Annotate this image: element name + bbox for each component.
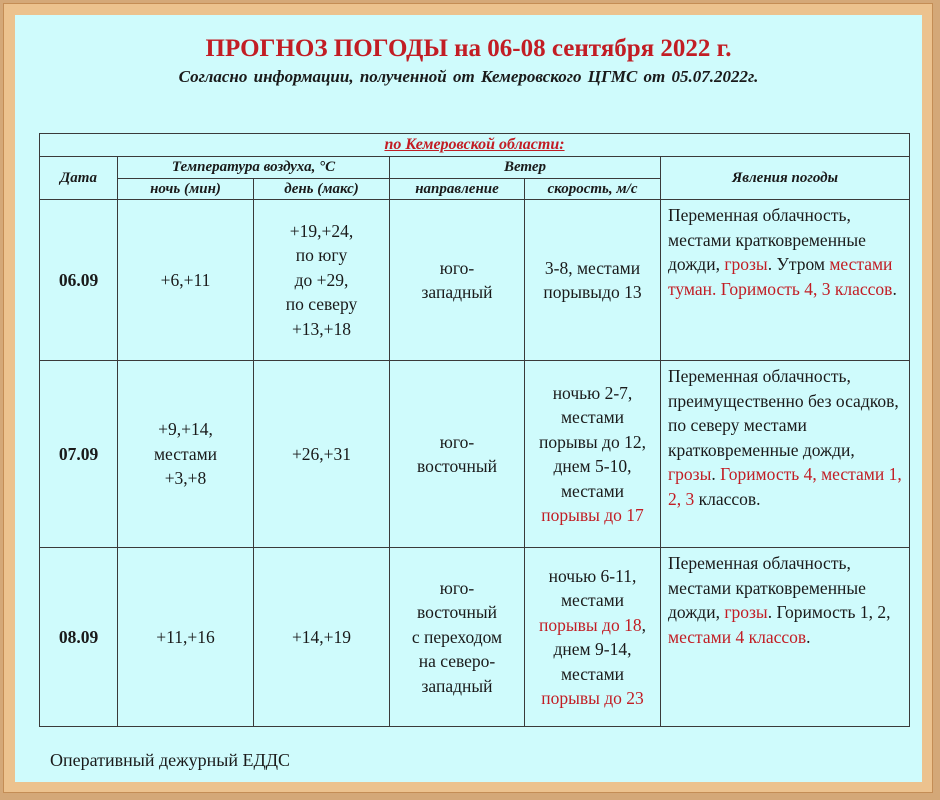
date-cell: 08.09 bbox=[40, 548, 118, 727]
date-cell: 06.09 bbox=[40, 200, 118, 361]
wind-direction-line: на северо- bbox=[418, 651, 496, 672]
day-temp-cell bbox=[254, 200, 390, 361]
night-temp-line: +6,+11 bbox=[160, 269, 211, 290]
day-temp-line: +13,+18 bbox=[291, 318, 352, 339]
wind-speed-cell bbox=[525, 361, 661, 548]
forecast-row bbox=[40, 361, 910, 548]
night-temp-line: +11,+16 bbox=[156, 626, 215, 647]
phenomena-header: Явления погоды bbox=[661, 157, 910, 200]
wind-speed-text: до 13 bbox=[602, 282, 642, 302]
wind-speed-cell bbox=[525, 200, 661, 361]
wind-header: Ветер bbox=[390, 157, 661, 179]
wind-speed-highlight: порывы до 18 bbox=[539, 614, 642, 635]
wind-speed-highlight: порывы до 23 bbox=[541, 688, 644, 708]
wind-speed-cell bbox=[525, 548, 661, 727]
phenomena-highlight: грозы bbox=[724, 602, 768, 622]
night-temp-cell bbox=[118, 548, 254, 727]
day-temp-line: +14,+19 bbox=[291, 626, 352, 647]
day-temp-line: по югу bbox=[295, 245, 348, 266]
night-header: ночь (мин) bbox=[118, 179, 254, 200]
wind-direction-line: юго- bbox=[439, 257, 475, 278]
phenomena-highlight: местами туман. Горимость 4, 3 классов bbox=[668, 254, 893, 299]
phenomena-text: классов. bbox=[694, 488, 761, 509]
forecast-title: ПРОГНОЗ ПОГОДЫ на 06-08 сентября 2022 г. bbox=[205, 35, 732, 62]
night-temp-cell bbox=[118, 200, 254, 361]
footer-signature: Оперативный дежурный ЕДДС bbox=[50, 750, 291, 770]
phenomena-text: . bbox=[806, 626, 811, 647]
phenomena-highlight: грозы bbox=[724, 254, 768, 274]
wind-speed-text: , днем 9-14, местами bbox=[553, 614, 646, 684]
wind-speed-highlight: порывы до 17 bbox=[541, 505, 644, 525]
phenomena-highlight: грозы bbox=[668, 464, 712, 484]
night-temp-line: +3,+8 bbox=[164, 468, 207, 489]
phenomena-text: . bbox=[892, 278, 897, 299]
phenomena-highlight: местами 4 классов bbox=[668, 626, 807, 647]
temperature-header: Температура воздуха, °С bbox=[118, 157, 390, 179]
wind-direction-line: с переходом bbox=[411, 626, 503, 647]
night-temp-cell bbox=[118, 361, 254, 548]
date-cell: 07.09 bbox=[40, 361, 118, 548]
date-header: Дата bbox=[40, 157, 118, 200]
day-temp-line: +19,+24, bbox=[289, 220, 354, 241]
forecast-subtitle: Согласно информации, полученной от Кемеровского ЦГМС от 05.07.2022г. bbox=[178, 67, 759, 86]
night-temp-line: местами bbox=[153, 443, 218, 464]
wind-direction-line: юго- bbox=[439, 431, 475, 452]
day-header: день (макс) bbox=[254, 179, 390, 200]
phenomena-text: Переменная облачность, преимущественно без осадков, по северу местами кратковременные дожди, bbox=[668, 366, 899, 460]
phenomena-cell bbox=[661, 361, 910, 548]
day-temp-line: до +29, bbox=[294, 269, 349, 290]
phenomena-highlight: Горимость 4, местами 1, 2, 3 bbox=[668, 464, 902, 509]
wind-speed-text: ночью 2-7, местами порывы до 12, днем 5-10, местами bbox=[539, 382, 646, 501]
wind-direction-cell bbox=[390, 548, 525, 727]
forecast-row bbox=[40, 548, 910, 727]
speed-header: скорость, м/с bbox=[525, 179, 661, 200]
wind-speed-text: 3-8, местами порывы bbox=[543, 257, 641, 302]
wind-speed-text: ночью 6-11, местами bbox=[548, 565, 637, 610]
region-header: по Кемеровской области: bbox=[40, 134, 910, 157]
wind-direction-line: восточный bbox=[416, 602, 498, 623]
night-temp-line: +9,+14, bbox=[158, 419, 213, 440]
wind-direction-line: восточный bbox=[416, 456, 498, 476]
phenomena-text: . Утром bbox=[767, 254, 830, 274]
forecast-row bbox=[40, 200, 910, 361]
wind-direction-line: западный bbox=[421, 675, 493, 696]
forecast-panel bbox=[15, 15, 922, 782]
day-temp-line: +26,+31 bbox=[291, 443, 352, 464]
day-temp-line: по северу bbox=[285, 294, 358, 315]
phenomena-text: Переменная облачность, местами кратковременные дожди, bbox=[668, 205, 866, 274]
forecast-table bbox=[39, 133, 910, 727]
wind-direction-line: юго- bbox=[439, 577, 475, 598]
phenomena-cell bbox=[661, 200, 910, 361]
day-temp-cell bbox=[254, 548, 390, 727]
wind-direction-cell bbox=[390, 361, 525, 548]
phenomena-cell bbox=[661, 548, 910, 727]
phenomena-text: . Горимость 1, 2, bbox=[767, 602, 891, 622]
page-frame bbox=[3, 3, 933, 793]
wind-direction-line: западный bbox=[421, 282, 493, 302]
phenomena-text: Переменная облачность, местами кратковременные дожди, bbox=[668, 553, 866, 622]
day-temp-cell bbox=[254, 361, 390, 548]
phenomena-text: . bbox=[711, 464, 721, 484]
wind-direction-cell bbox=[390, 200, 525, 361]
direction-header: направление bbox=[390, 179, 525, 200]
